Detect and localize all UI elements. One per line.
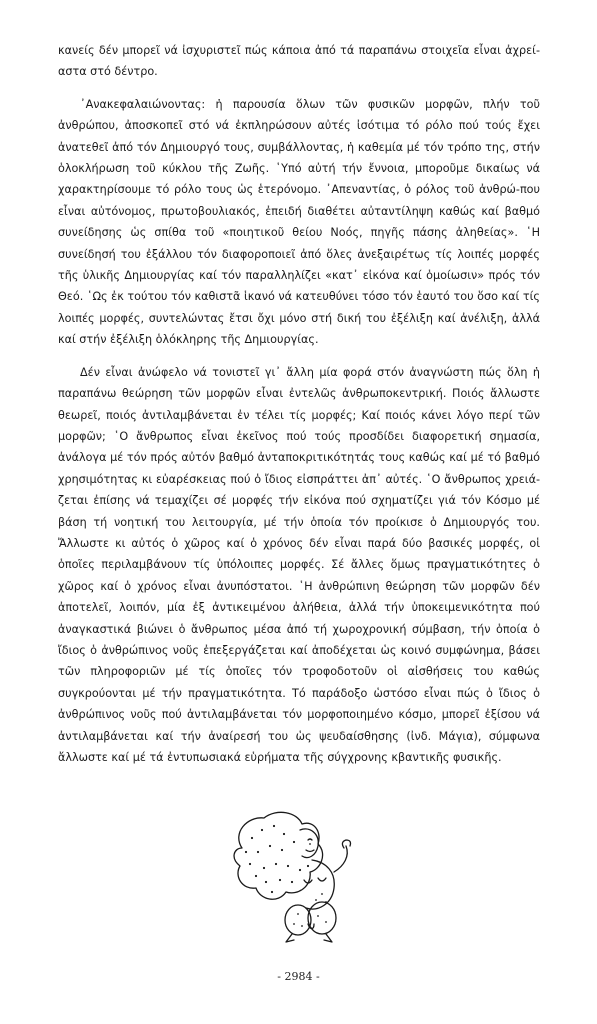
figure-drawing — [222, 808, 372, 948]
page-number: - 2984 - — [277, 970, 320, 983]
paragraph-recapitulation: ᾿Ανακεφαλαιώνοντας: ἡ παρουσία ὅλων τῶν φυσικῶν μορφῶν, πλήν τοῦ ἀνθρώπου, ἀποσκοπεῖ στό νά ἐκπληρώσουν αὐτές ἰσότιμα τό ρόλο πού τούς ἔχει ἀνατεθεῖ ἀπό τόν Δημιουργό τους, συμβάλλοντας, ἡ καθεμία μέ τόν τρόπο της, στήν ὁλοκλήρωση τοῦ κύκλου τῆς Ζωῆς. ῾Υπό αὐτή τήν ἔννοια, μποροῦμε δικαίως νά χαρακτηρίσουμε τό ρόλο τους ὡς ἑτερόνομο. ᾿Απεναντίας, ὁ ρόλος τοῦ ἀνθρώ-που εἶναι αὐτόνομος, πρωτοβουλιακός, ἐπειδή διαθέτει αὐταντίληψη καθώς καί βαθμό συνείδησης ὡς σπίθα τοῦ «ποιητικοῦ θείου Νοός, πηγῆς πάσης ἀληθείας». ῾Η συνείδησή του ἐξάλλου τόν διαφοροποιεῖ ἀπό ὅλες ἀνεξαιρέτως τίς λοιπές μορφές τῆς ὑλικῆς Δημιουργίας καί τόν παραλληλίζει «κατ᾿ εἰκόνα καί ὁμοίωσιν» πρός τόν Θεό. ῾Ως ἐκ τούτου τόν καθιστᾶ ἱκανό νά κατευθύνει τόσο τόν ἑαυτό του ὅσο καί τίς λοιπές μορφές, συντελώντας ἔτσι ὄχι μόνο στή δική του ἐξέλιξη καί ἀνέλιξη, ἀλλά καί στήν ἐξέλιξη ὁλόκληρης τῆς Δημιουργίας. — [58, 97, 540, 347]
paragraph-anthropocentric: Δέν εἶναι ἀνώφελο νά τονιστεῖ γι᾿ ἄλλη μία φορά στόν ἀναγνώστη πώς ὅλη ἡ παραπάνω θεώρηση τῶν μορφῶν εἶναι ἐντελῶς ἀνθρωποκεντρική. Ποιός ἄλλωστε θεωρεῖ, ποιός ἀντιλαμβάνεται ἐν τέλει τίς μορφές; Καί ποιός κάνει λόγο περί τῶν μορφῶν; ῾Ο ἄνθρωπος εἶναι ἐκεῖνος πού τούς προσδίδει διαφορετική σημασία, ἀνάλογα μέ τόν πρός αὐτόν βαθμό ἀνταποκριτικότητάς τους καθώς καί μέ τό βαθμό χρησιμότητας κι εὐαρέσκειας πού ὁ ἴδιος εἰσπράττει ἀπ᾿ αὐτές. ῾Ο ἄνθρωπος χρειά-ζεται ἐπίσης νά τεμαχίζει σέ μορφές τήν εἰκόνα πού σχηματίζει γιά τόν Κόσμο μέ βάση τή νοητική του λειτουργία, μέ τήν ὁποία τόν προίκισε ὁ Δημιουργός του. Ἄλλωστε κι αὐτός ὁ χῶρος καί ὁ χρόνος δέν εἶναι παρά δύο βασικές μορφές, οἱ ὁποῖες περιλαμβάνουν τίς ὑπόλοιπες μορφές. Σέ ἄλλες ὅμως πραγματικότητες ὁ χῶρος καί ὁ χρόνος εἶναι ἀνυπόστατοι. ῾Η ἀνθρώπινη θεώρηση τῶν μορφῶν δέν ἀποτελεῖ, λοιπόν, μία ἐξ ἀντικειμένου ἀλήθεια, ἀλλά τήν ὑποκειμενικότητα πού ἀναγκαστικά βιώνει ὁ ἄνθρωπος μέσα ἀπό τή χωροχρονική σύμβαση, τήν ὁποία ὁ ἴδιος ὁ ἀνθρώπινος νοῦς ἐπεξεργάζεται καί ἀποδέχεται ὡς κοινό συμφώνημα, βάσει τῶν πληροφοριῶν μέ τίς ὁποῖες τόν τροφοδοτοῦν οἱ αἰσθήσεις του καθώς συγκρούονται μέ τήν πραγματικότητα. Τό παράδοξο ὡστόσο εἶναι πώς ὁ ἴδιος ὁ ἀνθρώπινος νοῦς πού ἀντιλαμβάνεται τόν μορφοποιημένο κόσμο, μπορεῖ ἐξίσου νά ἀντιλαμβάνεται καί τήν ἀναίρεσή του ὡς ψευδαίσθησης (ἰνδ. Μάγια), σύμφωνα ἄλλωστε καί μέ τά ἐντυπωσιακά εὑρήματα τῆς σύγχρονης κβαντικῆς φυσικῆς. — [58, 365, 540, 764]
body-text — [58, 40, 540, 768]
paragraph-continuation: κανείς δέν μπορεῖ νά ἰσχυριστεῖ πώς κάποια ἀπό τά παραπάνω στοιχεῖα εἶναι ἀχρεί-αστα στό δέντρο. — [58, 44, 540, 79]
